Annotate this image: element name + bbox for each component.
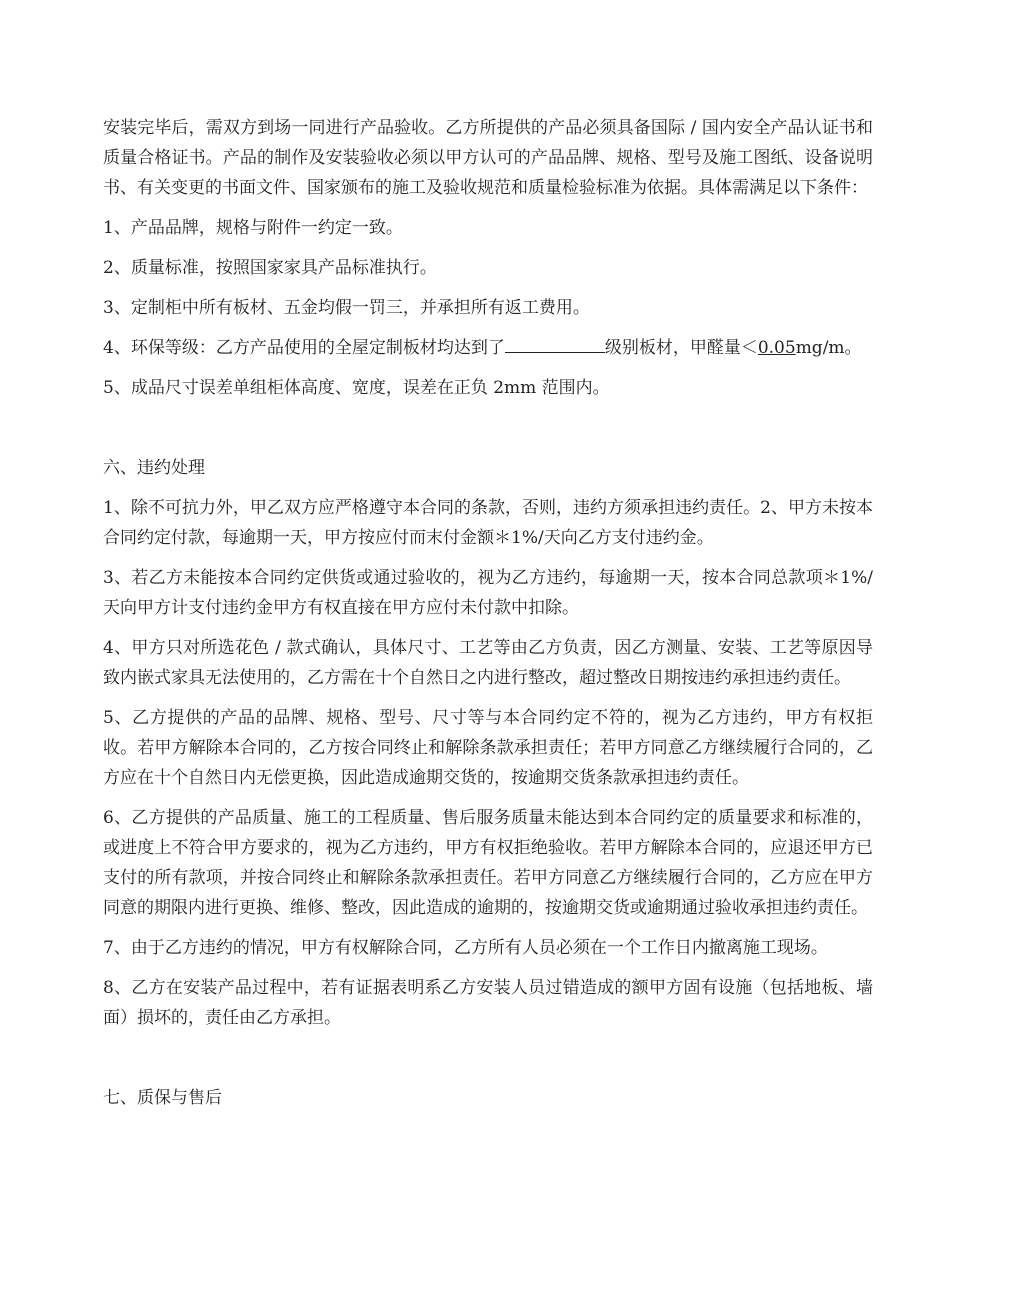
section-6-item: 7、由于乙方违约的情况，甲方有权解除合同，乙方所有人员必须在一个工作日内撤离施工现场。 [103,938,828,958]
condition-item-2: 2、质量标准，按照国家家具产品标准执行。 [103,258,437,278]
document-body [103,113,873,1113]
condition-item-3: 3、定制柜中所有板材、五金均假一罚三，并承担所有返工费用。 [103,298,590,318]
section-6-item: 4、甲方只对所选花色 / 款式确认，具体尺寸、工艺等由乙方负责，因乙方测量、安装、工艺等原因导致内嵌式家具无法使用的，乙方需在十个自然日之内进行整改，超过整改日期按违约承担违约责任。 [103,638,873,688]
condition-4-text-after: 级别板材，甲醛量＜ [604,338,758,358]
section-spacer [103,1043,873,1083]
section-6-title: 六、违约处理 [103,458,205,478]
fill-in-blank [505,334,605,353]
condition-4-text: 4、环保等级：乙方产品使用的全屋定制板材均达到了 [103,338,505,358]
section-7-title: 七、质保与售后 [103,1088,222,1108]
formaldehyde-value: 0.05 [757,338,796,358]
condition-item-4 [103,333,873,363]
section-spacer [103,413,873,453]
intro-paragraph: 安装完毕后，需双方到场一同进行产品验收。乙方所提供的产品必须具备国际 / 国内安全产品认证书和质量合格证书。产品的制作及安装验收必须以甲方认可的产品品牌、规格、型号及施工图纸、设备说明书、有关变更的书面文件、国家颁布的施工及验收规范和质量检验标准为依据。具体需满足以下条件： [103,118,873,198]
section-6-item: 6、乙方提供的产品质量、施工的工程质量、售后服务质量未能达到本合同约定的质量要求和标准的，或进度上不符合甲方要求的，视为乙方违约，甲方有权拒绝验收。若甲方解除本合同的，应退还甲方已支付的所有款项，并按合同终止和解除条款承担责任。若甲方同意乙方继续履行合同的，乙方应在甲方同意的期限内进行更换、维修、整改，因此造成的逾期的，按逾期交货或逾期通过验收承担违约责任。 [103,808,873,918]
section-6-item: 3、若乙方未能按本合同约定供货或通过验收的，视为乙方违约，每逾期一天，按本合同总款项＊1%/天向甲方计支付违约金甲方有权直接在甲方应付未付款中扣除。 [103,568,873,618]
section-6-item: 5、乙方提供的产品的品牌、规格、型号、尺寸等与本合同约定不符的，视为乙方违约，甲方有权拒收。若甲方解除本合同的，乙方按合同终止和解除条款承担责任；若甲方同意乙方继续履行合同的，乙方应在十个自然日内无偿更换，因此造成逾期交货的，按逾期交货条款承担违约责任。 [103,708,873,788]
condition-item-5: 5、成品尺寸误差单组柜体高度、宽度，误差在正负 2mm 范围内。 [103,378,610,398]
formaldehyde-unit: mg/m。 [795,338,862,358]
section-6-item: 1、除不可抗力外，甲乙双方应严格遵守本合同的条款，否则，违约方须承担违约责任。2、甲方未按本合同约定付款，每逾期一天，甲方按应付而末付金额＊1%/天向乙方支付违约金。 [103,498,873,548]
section-6-item: 8、乙方在安装产品过程中，若有证据表明系乙方安装人员过错造成的额甲方固有设施（包括地板、墙面）损坏的，责任由乙方承担。 [103,978,873,1028]
condition-item-1: 1、产品品牌，规格与附件一约定一致。 [103,218,403,238]
